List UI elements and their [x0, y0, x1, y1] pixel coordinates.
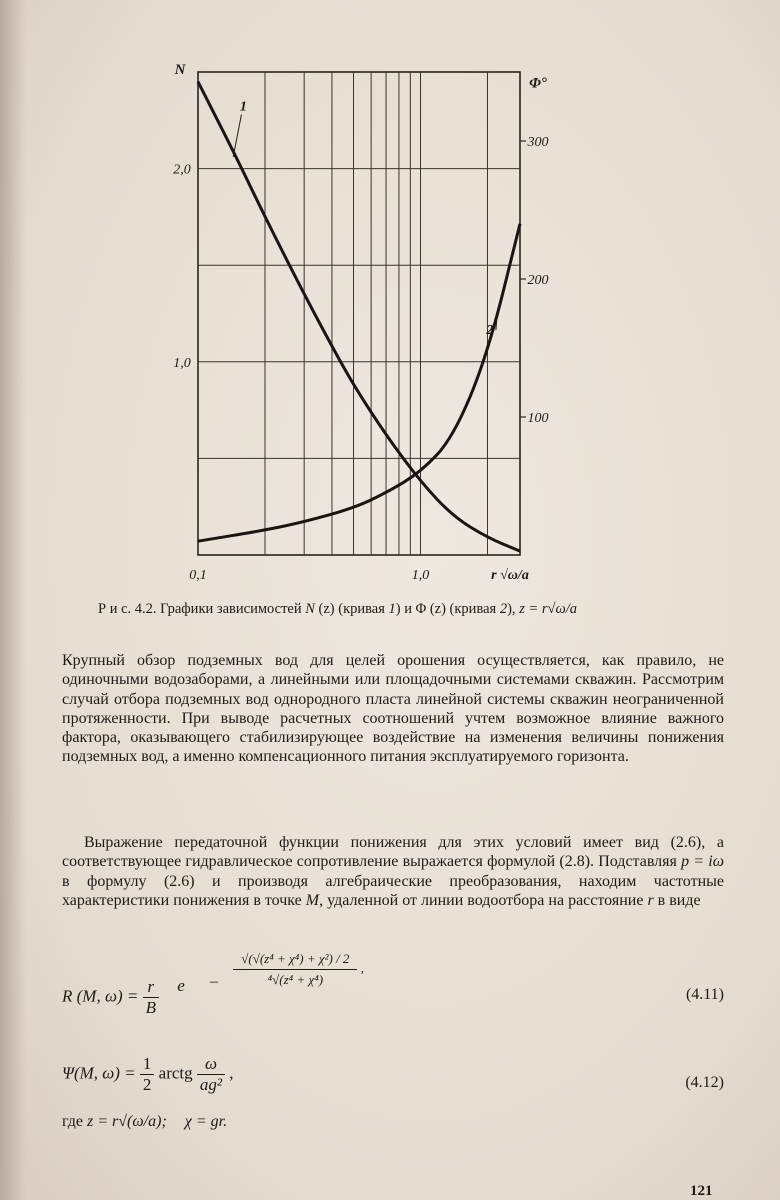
- p2-a: Выражение передаточной функции понижения для этих условий имеет вид (2.6), а соответствующее гидравлическое сопротивление выражается формулой (2.8). Подставляя: [62, 834, 724, 871]
- y-left-tick: 2,0: [173, 162, 191, 178]
- eq2-lhs: Ψ(M, ω) =: [62, 1063, 140, 1083]
- caption-mid1: (z) (кривая: [314, 601, 389, 617]
- caption-prefix: Р и с. 4.2. Графики зависимостей: [98, 601, 306, 617]
- y-left-label: N: [174, 62, 186, 78]
- equation-4-12: [62, 1050, 724, 1110]
- eq1-lhs: R (M, ω) =: [62, 986, 143, 1006]
- caption-mid3: ),: [507, 601, 520, 617]
- chart-frame: [198, 72, 520, 555]
- x-axis-label: r √ω/a: [491, 568, 529, 583]
- curve-annotation-1: 1: [239, 99, 247, 115]
- eq2-frac-den: ag²: [199, 1075, 223, 1094]
- eq1-exp-num: √(√(z⁴ + χ⁴) + χ²) / 2: [233, 949, 357, 970]
- eq1-exponent: – $\frac{\text{√(√(z⁴ + χ⁴) + χ²) / 2}}{\text{⁴√(z⁴ + χ⁴)}}$ ,: [210, 951, 364, 991]
- spine-shadow: [0, 0, 26, 1200]
- eq2-frac-num: ω: [197, 1054, 225, 1075]
- eq2-func: arctg: [158, 1063, 197, 1083]
- paragraph-1: Крупный обзор подземных вод для целей орошения осуществляется, как правило, не одиночными водозаборами, а линейными или площадочными системами скважин. Рассмотрим случай отбора подземных вод однородного пласта линейной системы скважин неограниченной протяженности. При выводе расчетных соотношений учтем возможное влияние важного фактора, оказывающего стабилизирующее воздействие на изменения величины понижения подземных вод, а именно компенсационного питания эксплуатируемого горизонта.: [62, 652, 724, 766]
- y-right-label: Φ°: [529, 75, 547, 92]
- curve-annotation-2: 2: [486, 323, 494, 339]
- eq1-number: (4.11): [685, 986, 724, 1003]
- caption-formula: z = r√ω/a: [519, 601, 577, 617]
- where-chi: χ = gr.: [184, 1113, 228, 1130]
- y-right-tick: 300: [527, 135, 549, 150]
- figure-caption: [98, 599, 738, 619]
- y-left-tick: 1,0: [173, 355, 191, 371]
- y-right-tick: 200: [527, 273, 549, 288]
- p2-d: в виде: [653, 891, 701, 909]
- eq2-half-num: 1: [140, 1054, 155, 1075]
- eq1-frac-den: B: [145, 998, 156, 1017]
- page-number: 121: [690, 1183, 713, 1199]
- p2-r: r: [647, 891, 654, 909]
- where-line: [62, 1113, 227, 1131]
- chart-grid: [198, 72, 526, 555]
- caption-curve2: 2: [499, 601, 508, 617]
- caption-mid2: ) и Φ (z) (кривая: [395, 601, 500, 617]
- y-right-tick: 100: [527, 411, 549, 426]
- figure-4-2-chart: [150, 50, 570, 595]
- where-z: z = r√(ω/a);: [87, 1113, 167, 1130]
- eq1-exp-fraction: [233, 949, 357, 990]
- eq1-tail: ,: [360, 960, 364, 976]
- curve-series-1: [198, 82, 520, 551]
- eq2-fraction: [197, 1054, 225, 1095]
- eq2-tail: ,: [229, 1063, 234, 1083]
- curve-annotation-1-leader: [233, 115, 241, 157]
- caption-n: N: [305, 601, 315, 617]
- eq1-frac-num: r: [143, 977, 159, 998]
- x-tick: 0,1: [189, 568, 207, 583]
- chart-curves: [198, 82, 520, 551]
- p2-b: в формулу (2.6) и производя алгебраические преобразования, находим частотные характеристики понижения в точке: [62, 872, 724, 909]
- eq1-exp-base: e: [177, 976, 185, 996]
- eq1-exp-den: ⁴√(z⁴ + χ⁴): [267, 972, 324, 987]
- p2-m: M: [305, 891, 320, 909]
- p2-p: p = iω: [681, 853, 724, 871]
- x-tick: 1,0: [411, 568, 430, 583]
- caption-curve1: 1: [388, 601, 396, 617]
- eq1-fraction: [143, 977, 159, 1018]
- eq2-half: [140, 1054, 155, 1095]
- paragraph-2: [62, 833, 724, 910]
- p2-c: , удаленной от линии водоотбора на расстояние: [319, 891, 648, 909]
- curve-series-2: [198, 224, 520, 541]
- eq2-half-den: 2: [142, 1075, 152, 1094]
- where-word: где: [62, 1113, 88, 1130]
- equation-4-11: [62, 951, 724, 1035]
- eq2-number: (4.12): [685, 1074, 724, 1091]
